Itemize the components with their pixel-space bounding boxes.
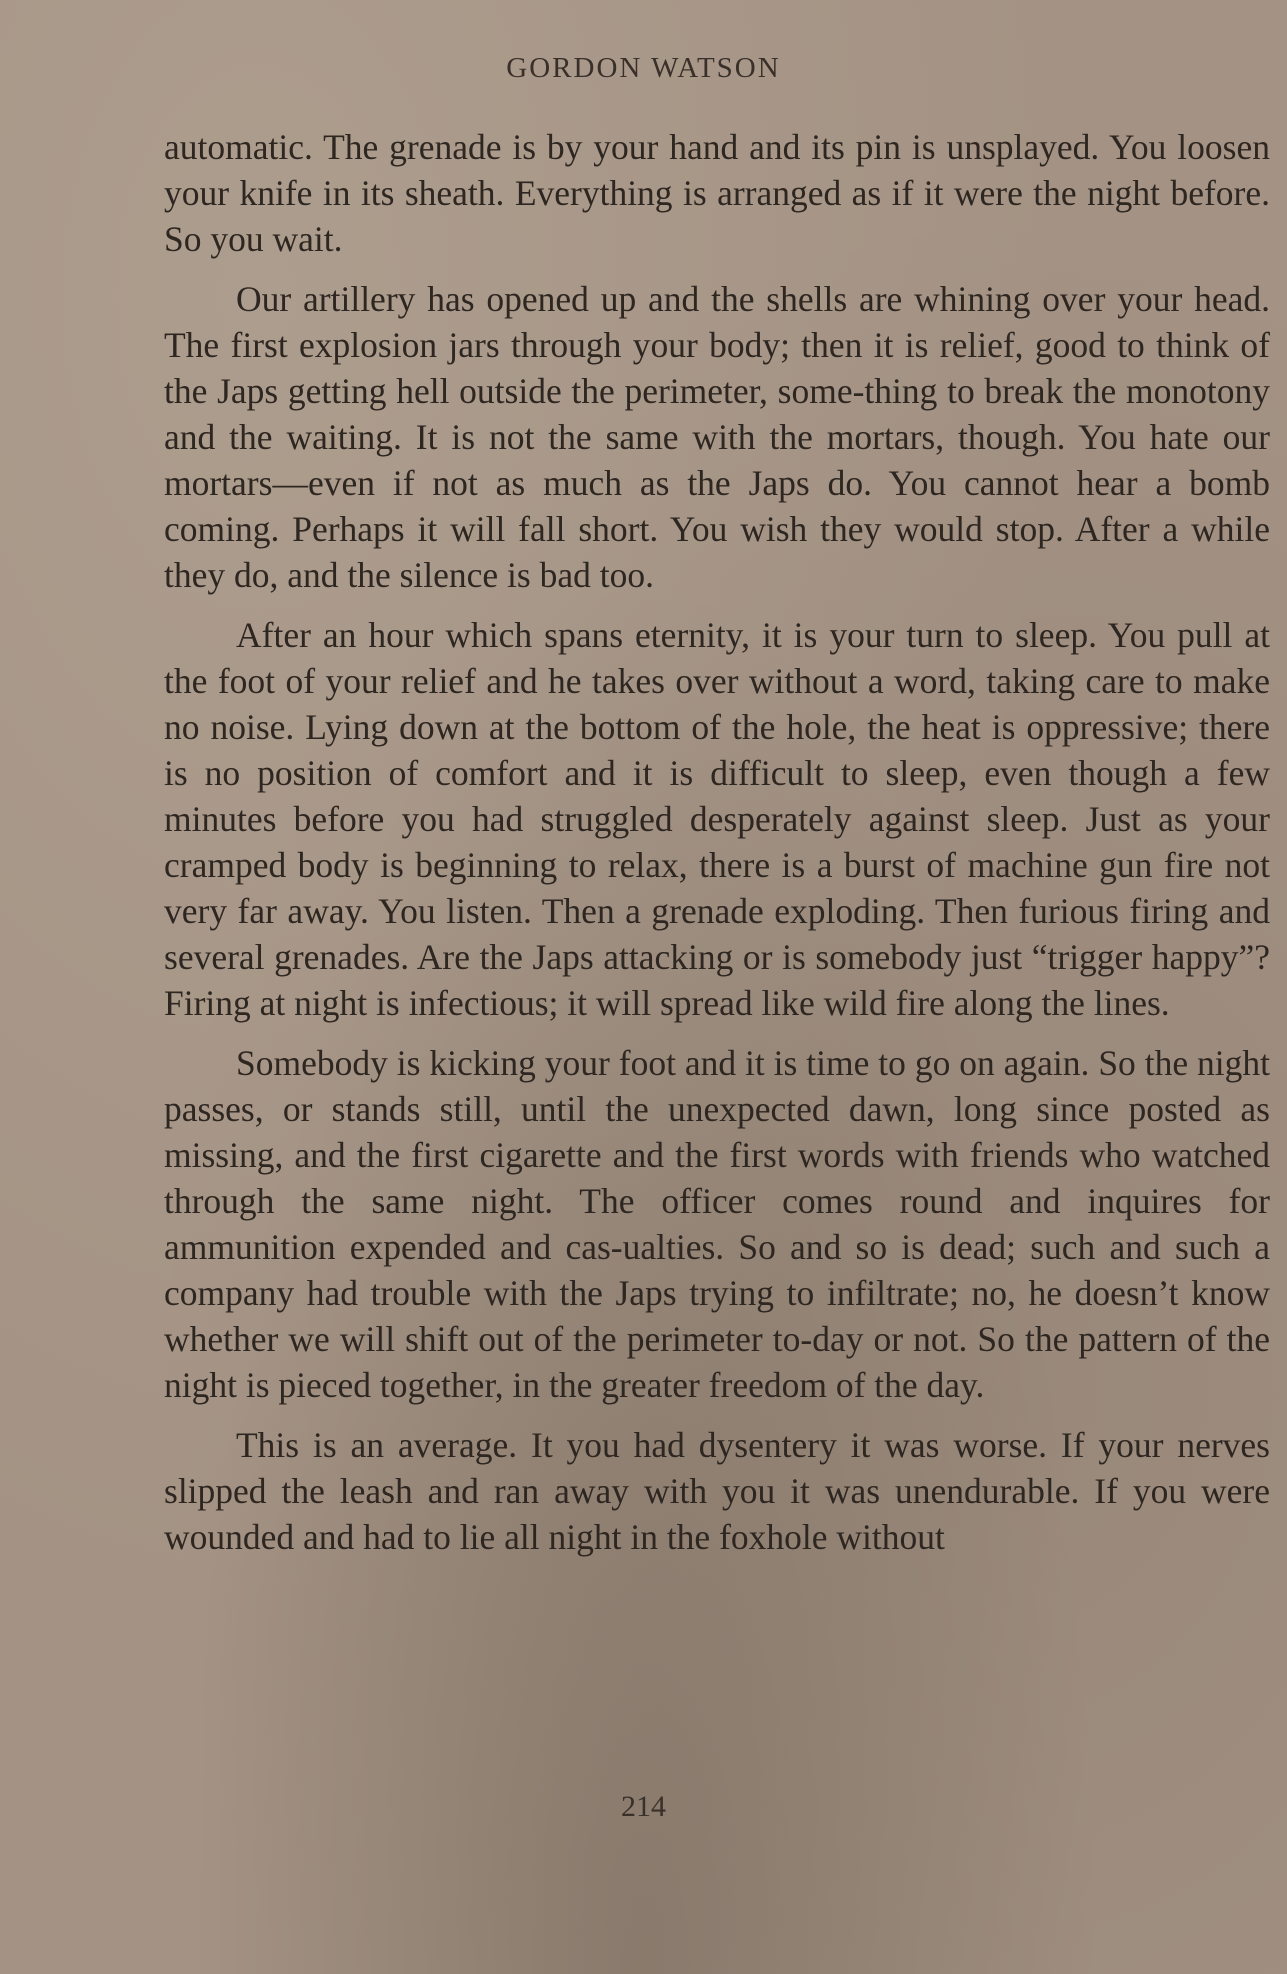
page-number: 214: [621, 1790, 666, 1823]
paragraph-continued: automatic. The grenade is by your hand and its pin is unsplayed. You loosen your knife in its sheath. Everything is arranged as if it were the night before. So you wait.: [164, 127, 1270, 259]
running-head: GORDON WATSON: [506, 52, 781, 84]
paragraph-sleep: After an hour which spans eternity, it is your turn to sleep. You pull at the foot of your relief and he takes over without a word, taking care to make no noise. Lying down at the bottom of the hole, the heat is oppressive; there is no position of comfort and it is difficult to sleep, even though a few minutes before you had struggled desperately against sleep. Just as your cramped body is beginning to relax, there is a burst of machine gun fire not very far away. You listen. Then a grenade exploding. Then furious firing and several grenades. Are the Japs attacking or is somebody just “trigger happy”? Firing at night is infectious; it will spread like wild fire along the lines.: [164, 615, 1270, 1023]
paragraph-artillery: Our artillery has opened up and the shells are whining over your head. The first explosion jars through your body; then it is relief, good to think of the Japs getting hell outside the perimeter, some-thing to break the monotony and the waiting. It is not the same with the mortars, though. You hate our mortars—even if not as much as the Japs do. You cannot hear a bomb coming. Perhaps it will fall short. You wish they would stop. After a while they do, and the silence is bad too.: [164, 279, 1270, 595]
paragraph-dawn: Somebody is kicking your foot and it is time to go on again. So the night passes, or stands still, until the unexpected dawn, long since posted as missing, and the first cigarette and the first words with friends who watched through the same night. The officer comes round and inquires for ammunition expended and cas-ualties. So and so is dead; such and such a company had trouble with the Japs trying to infiltrate; no, he doesn’t know whether we will shift out of the perimeter to-day or not. So the pattern of the night is pieced together, in the greater freedom of the day.: [164, 1043, 1270, 1405]
paragraph-average: This is an average. It you had dysentery it was worse. If your nerves slipped the leash and ran away with you it was unendurable. If you were wounded and had to lie all night in the foxhole without: [164, 1425, 1270, 1557]
body-text: [164, 124, 1270, 1574]
